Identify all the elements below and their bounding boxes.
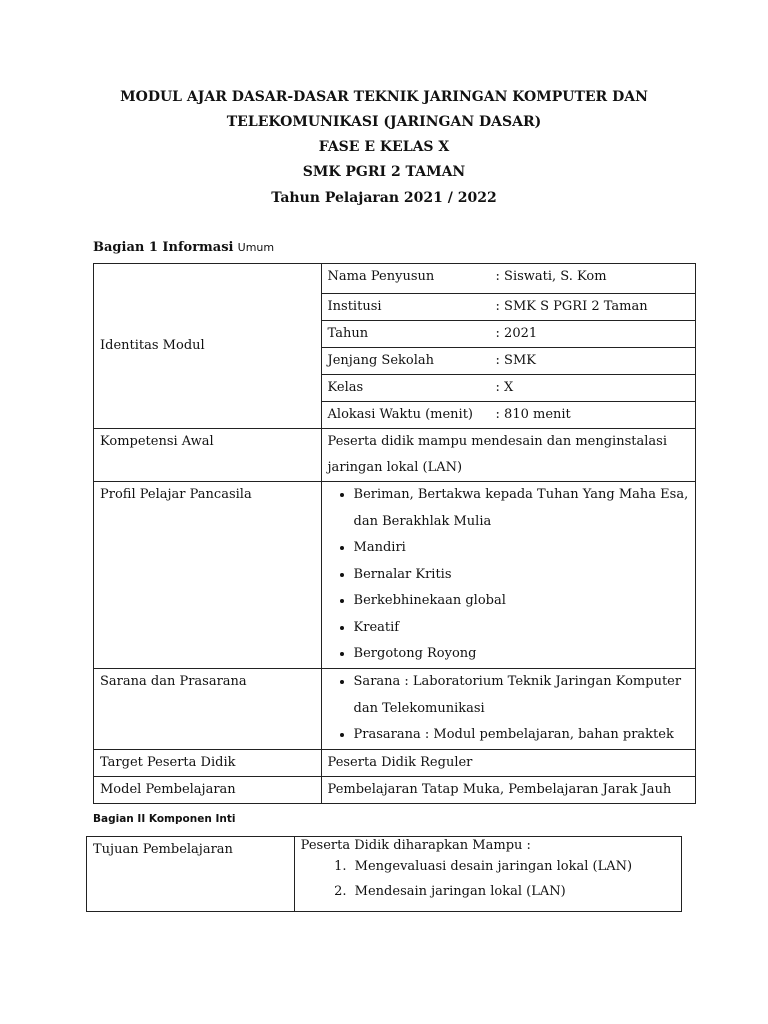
list-item: 1. Mengevaluasi desain jaringan lokal (LAN): [351, 854, 675, 879]
identitas-value: : SMK S PGRI 2 Taman: [495, 299, 648, 314]
identitas-key: Kelas: [327, 380, 364, 395]
identitas-value: : X: [495, 380, 514, 395]
identitas-row: [321, 264, 695, 294]
list-item: • Bergotong Royong: [354, 641, 689, 668]
kompetensi-awal-label: Kompetensi Awal: [94, 429, 322, 482]
list-item: • Kreatif: [354, 615, 689, 642]
identitas-key: Tahun: [327, 326, 369, 341]
list-item: • Bernalar Kritis: [354, 562, 689, 589]
identitas-key: Jenjang Sekolah: [327, 353, 435, 368]
section-1-heading: [93, 240, 274, 255]
model-pembelajaran-text: Pembelajaran Tatap Muka, Pembelajaran Jarak Jauh: [321, 776, 695, 803]
identitas-key: Institusi: [327, 299, 382, 314]
section-1-heading-rest: Umum: [237, 241, 275, 254]
identitas-value: : 810 menit: [495, 407, 571, 422]
section-1-heading-bold: Bagian 1 Informasi: [93, 240, 234, 255]
tujuan-list: [301, 854, 675, 904]
doc-title-line-5: Tahun Pelajaran 2021 / 2022: [271, 190, 497, 206]
identitas-row: [321, 294, 695, 321]
identitas-key: Nama Penyusun: [327, 269, 435, 284]
list-item: • Prasarana : Modul pembelajaran, bahan praktek: [354, 722, 689, 749]
profil-pelajar-cell: [321, 482, 695, 669]
identitas-key: Alokasi Waktu (menit): [327, 407, 474, 422]
target-peserta-text: Peserta Didik Reguler: [321, 749, 695, 776]
profil-pelajar-label: Profil Pelajar Pancasila: [94, 482, 322, 669]
identitas-row: [321, 402, 695, 429]
list-item: • Berkebhinekaan global: [354, 588, 689, 615]
identitas-value: : SMK: [495, 353, 536, 368]
tujuan-pembelajaran-cell: [294, 837, 681, 912]
identitas-row: [321, 348, 695, 375]
profil-pelajar-list: [328, 482, 689, 668]
tujuan-pembelajaran-label: Tujuan Pembelajaran: [87, 837, 295, 912]
model-pembelajaran-label: Model Pembelajaran: [94, 776, 322, 803]
sarana-prasarana-label: Sarana dan Prasarana: [94, 669, 322, 750]
section-2-heading: Bagian II Komponen Inti: [93, 813, 236, 825]
identitas-value: : Siswati, S. Kom: [495, 269, 607, 284]
identitas-row: [321, 321, 695, 348]
identitas-row: [321, 375, 695, 402]
identitas-value: : 2021: [495, 326, 538, 341]
tujuan-intro: Peserta Didik diharapkan Mampu :: [300, 838, 531, 853]
sarana-prasarana-list: [328, 669, 689, 749]
list-item: • Mandiri: [354, 535, 689, 562]
list-item: 2. Mendesain jaringan lokal (LAN): [351, 879, 675, 904]
target-peserta-label: Target Peserta Didik: [94, 749, 322, 776]
sarana-prasarana-cell: [321, 669, 695, 750]
doc-title-line-4: SMK PGRI 2 TAMAN: [302, 164, 466, 180]
informasi-umum-table: [93, 263, 696, 804]
komponen-inti-table: [86, 836, 682, 912]
list-item: • Sarana : Laboratorium Teknik Jaringan Komputer dan Telekomunikasi: [354, 669, 689, 722]
identitas-modul-label: Identitas Modul: [94, 264, 322, 429]
list-item: • Beriman, Bertakwa kepada Tuhan Yang Maha Esa, dan Berakhlak Mulia: [354, 482, 689, 535]
doc-title-line-2: TELEKOMUNIKASI (JARINGAN DASAR): [226, 114, 542, 130]
doc-title-line-3: FASE E KELAS X: [318, 139, 450, 155]
kompetensi-awal-text: Peserta didik mampu mendesain dan menginstalasi jaringan lokal (LAN): [321, 429, 695, 482]
doc-title-line-1: MODUL AJAR DASAR-DASAR TEKNIK JARINGAN KOMPUTER DAN: [120, 89, 648, 105]
